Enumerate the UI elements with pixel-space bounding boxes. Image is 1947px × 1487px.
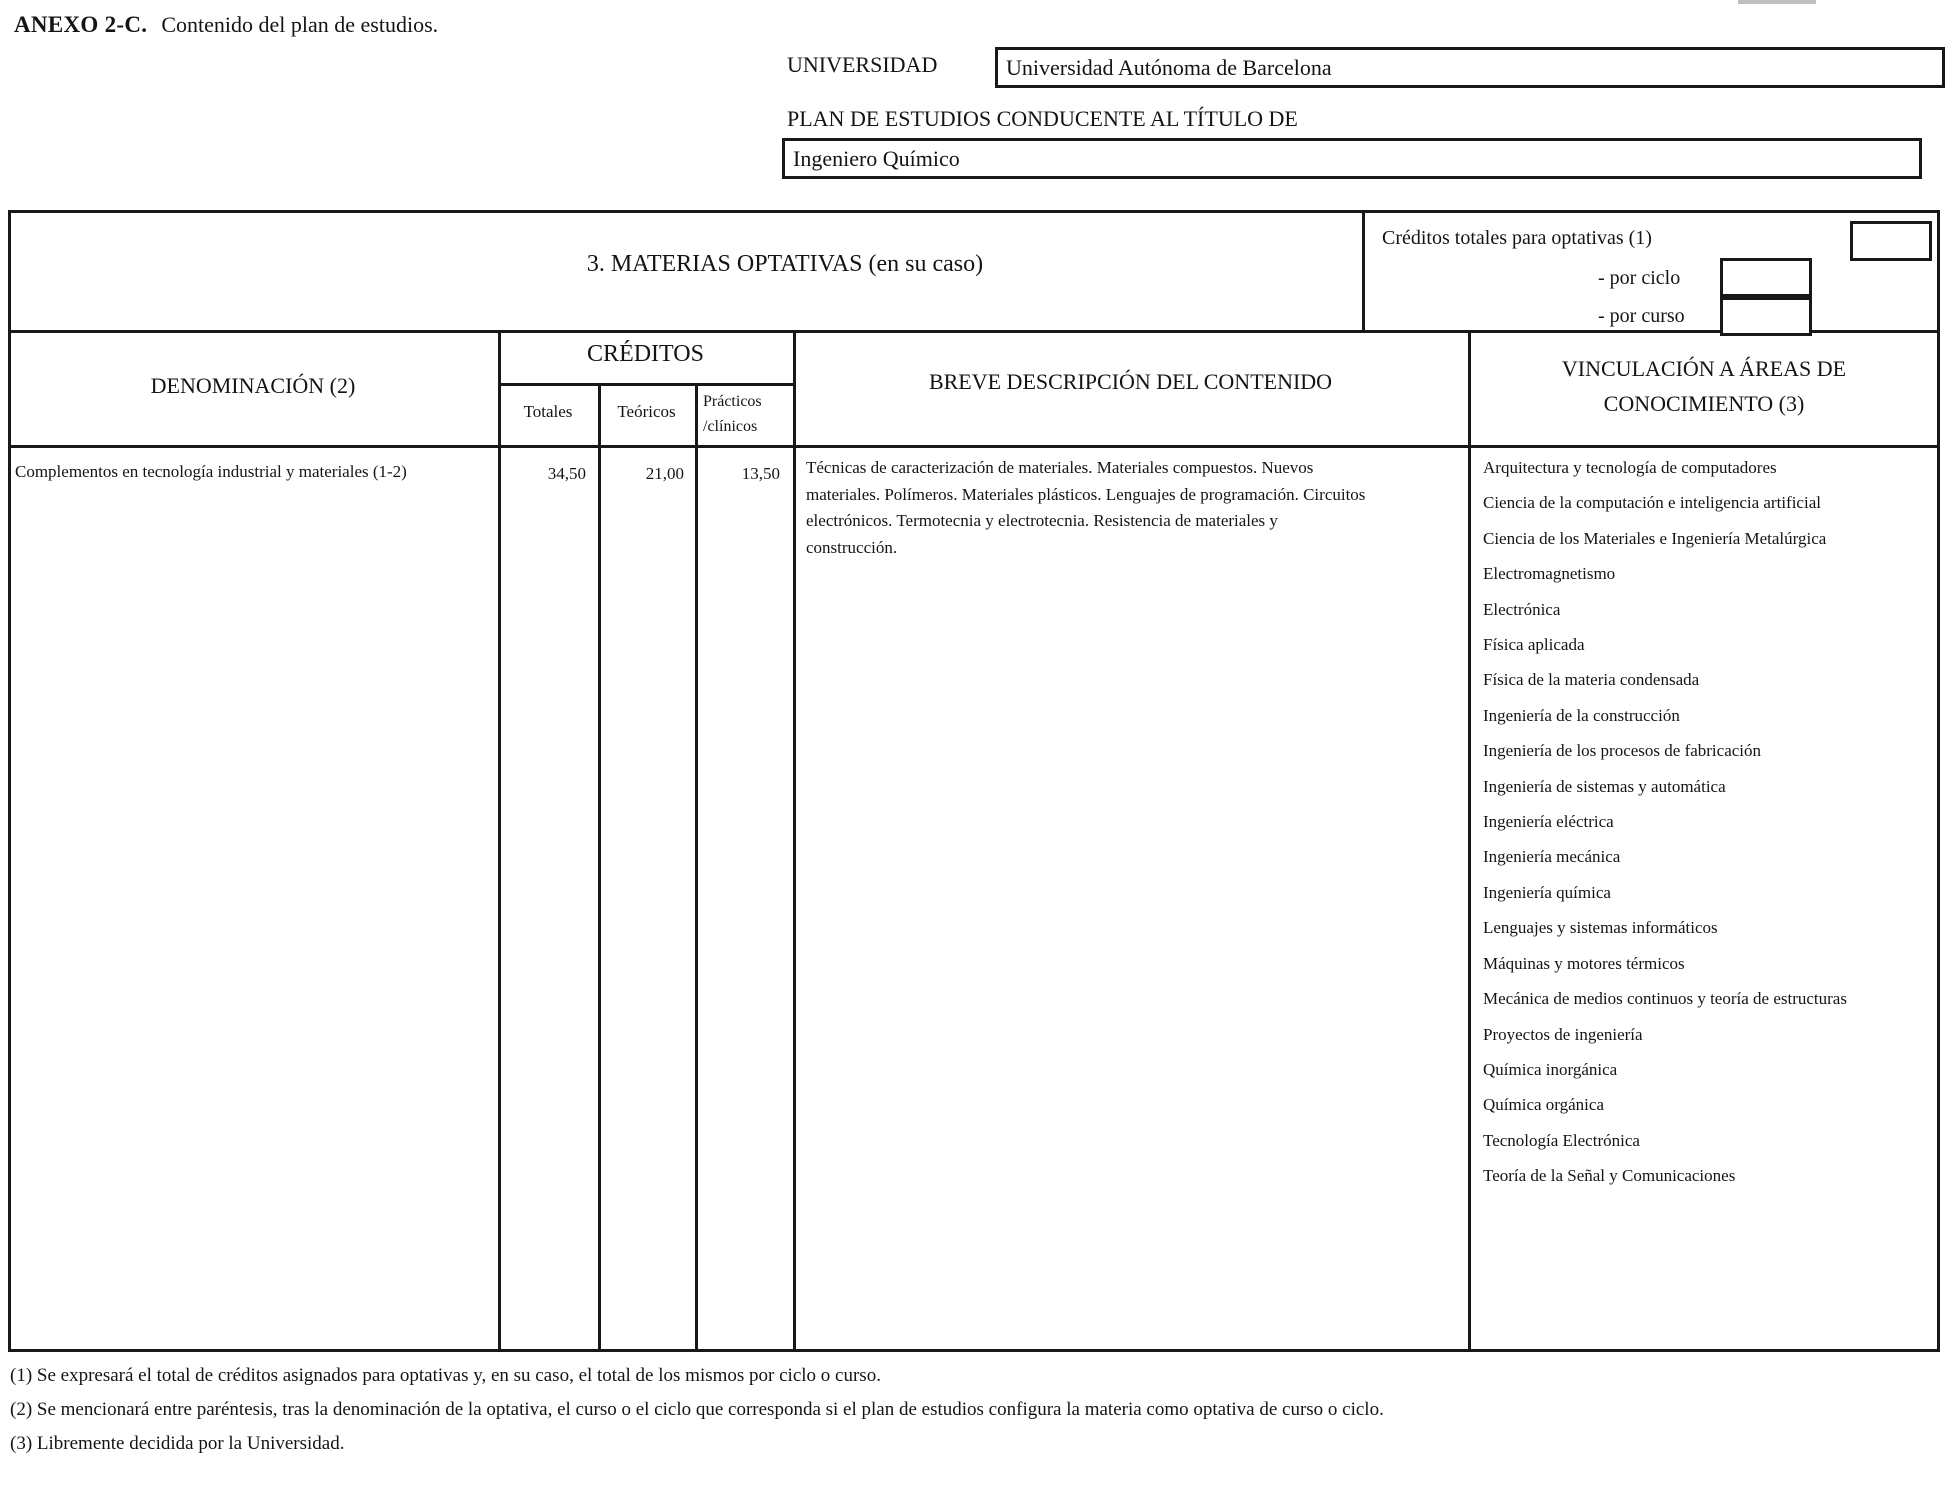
scan-artifact [1738, 0, 1816, 4]
row-creditos-practicos: 13,50 [741, 464, 780, 483]
degree-field-box [782, 138, 1922, 179]
per-course-value [1723, 300, 1809, 305]
per-course-label: - por curso [1598, 305, 1685, 327]
knowledge-area-item: Ciencia de los Materiales e Ingeniería Metalúrgica [1483, 528, 1827, 548]
grid-line [598, 383, 601, 1352]
knowledge-area-item: Ciencia de la computación e inteligencia artificial [1483, 493, 1821, 513]
knowledge-area-item: Ingeniería de los procesos de fabricación [1483, 741, 1762, 761]
knowledge-area-item: Teoría de la Señal y Comunicaciones [1483, 1166, 1736, 1186]
knowledge-area-item: Ingeniería de la construcción [1483, 705, 1680, 725]
grid-line [1468, 330, 1471, 1352]
knowledge-area-item: Ingeniería eléctrica [1483, 812, 1614, 832]
per-course-box [1720, 297, 1812, 336]
knowledge-area-item: Lenguajes y sistemas informáticos [1483, 918, 1718, 938]
grid-line [695, 383, 698, 1352]
grid-line [8, 330, 1940, 333]
row-creditos-teoricos: 21,00 [645, 464, 684, 483]
grid-line [1362, 210, 1365, 333]
annex-heading [14, 12, 438, 38]
credits-total-optativas-value [1853, 224, 1929, 229]
footnote-1: (1) Se expresará el total de créditos asignados para optativas y, en su caso, el total de los mismos por ciclo o curso. [10, 1365, 881, 1386]
column-header-totales: Totales [523, 402, 573, 421]
knowledge-area-item: Ingeniería química [1483, 882, 1611, 902]
annex-title-text: Contenido del plan de estudios. [161, 12, 439, 37]
knowledge-area-item: Física de la materia condensada [1483, 670, 1700, 690]
knowledge-area-item: Ingeniería mecánica [1483, 847, 1621, 867]
per-cycle-value [1723, 261, 1809, 266]
university-field-box [995, 47, 1945, 88]
knowledge-area-item: Arquitectura y tecnología de computadores [1483, 458, 1777, 477]
knowledge-area-item: Ingeniería de sistemas y automática [1483, 776, 1726, 796]
knowledge-area-item: Física aplicada [1483, 635, 1585, 655]
knowledge-area-item: Tecnología Electrónica [1483, 1130, 1640, 1150]
degree-value: Ingeniero Químico [793, 146, 960, 171]
grid-line [793, 330, 796, 1352]
credits-total-optativas-box [1850, 221, 1932, 261]
grid-line [8, 445, 1940, 448]
annex-number: ANEXO 2-C. [14, 12, 148, 37]
knowledge-area-item: Química orgánica [1483, 1095, 1605, 1115]
column-header-teoricos: Teóricos [617, 402, 676, 421]
footnote-3: (3) Libremente decidida por la Universidad. [10, 1433, 345, 1454]
column-header-descripcion: BREVE DESCRIPCIÓN DEL CONTENIDO [928, 369, 1333, 394]
knowledge-area-item: Máquinas y motores térmicos [1483, 953, 1685, 973]
column-header-creditos: CRÉDITOS [587, 341, 704, 367]
footnote-2: (2) Se mencionará entre paréntesis, tras la denominación de la optativa, el curso o el ciclo que corresponda si el plan de estudios configura la materia como optativa de curso o ciclo. [10, 1399, 1384, 1420]
university-value: Universidad Autónoma de Barcelona [1006, 55, 1332, 80]
credits-total-optativas-label: Créditos totales para optativas (1) [1382, 227, 1652, 249]
knowledge-area-item: Química inorgánica [1483, 1059, 1618, 1079]
column-header-vinculacion [1468, 351, 1940, 421]
grid-line [498, 383, 793, 386]
university-label: UNIVERSIDAD [787, 52, 938, 77]
vinculacion-header-line1: VINCULACIÓN A ÁREAS DE [1561, 356, 1847, 381]
per-cycle-box [1720, 258, 1812, 297]
column-header-denominacion: DENOMINACIÓN (2) [150, 373, 356, 398]
knowledge-area-item: Electromagnetismo [1483, 564, 1616, 584]
knowledge-areas-list [1483, 450, 1933, 1194]
column-header-practicos: Prácticos /clínicos [703, 393, 762, 435]
knowledge-area-item: Electrónica [1483, 599, 1561, 619]
row-denominacion: Complementos en tecnología industrial y materiales (1-2) [15, 462, 407, 481]
knowledge-area-item: Proyectos de ingeniería [1483, 1024, 1643, 1044]
per-cycle-label: - por ciclo [1598, 267, 1681, 289]
knowledge-area-item: Mecánica de medios continuos y teoría de estructuras [1483, 989, 1847, 1009]
row-descripcion: Técnicas de caracterización de materiales. Materiales compuestos. Nuevos materiales. Polímeros. Materiales plásticos. Lenguajes de programación. Circuitos electrónicos. Termotecnia y electrotecnia. Resistencia de materiales y construcción. [806, 458, 1366, 557]
section-title: 3. MATERIAS OPTATIVAS (en su caso) [586, 251, 984, 277]
row-creditos-totales: 34,50 [547, 464, 586, 483]
plan-title-label: PLAN DE ESTUDIOS CONDUCENTE AL TÍTULO DE [787, 106, 1298, 131]
vinculacion-header-line2: CONOCIMIENTO (3) [1603, 391, 1805, 416]
